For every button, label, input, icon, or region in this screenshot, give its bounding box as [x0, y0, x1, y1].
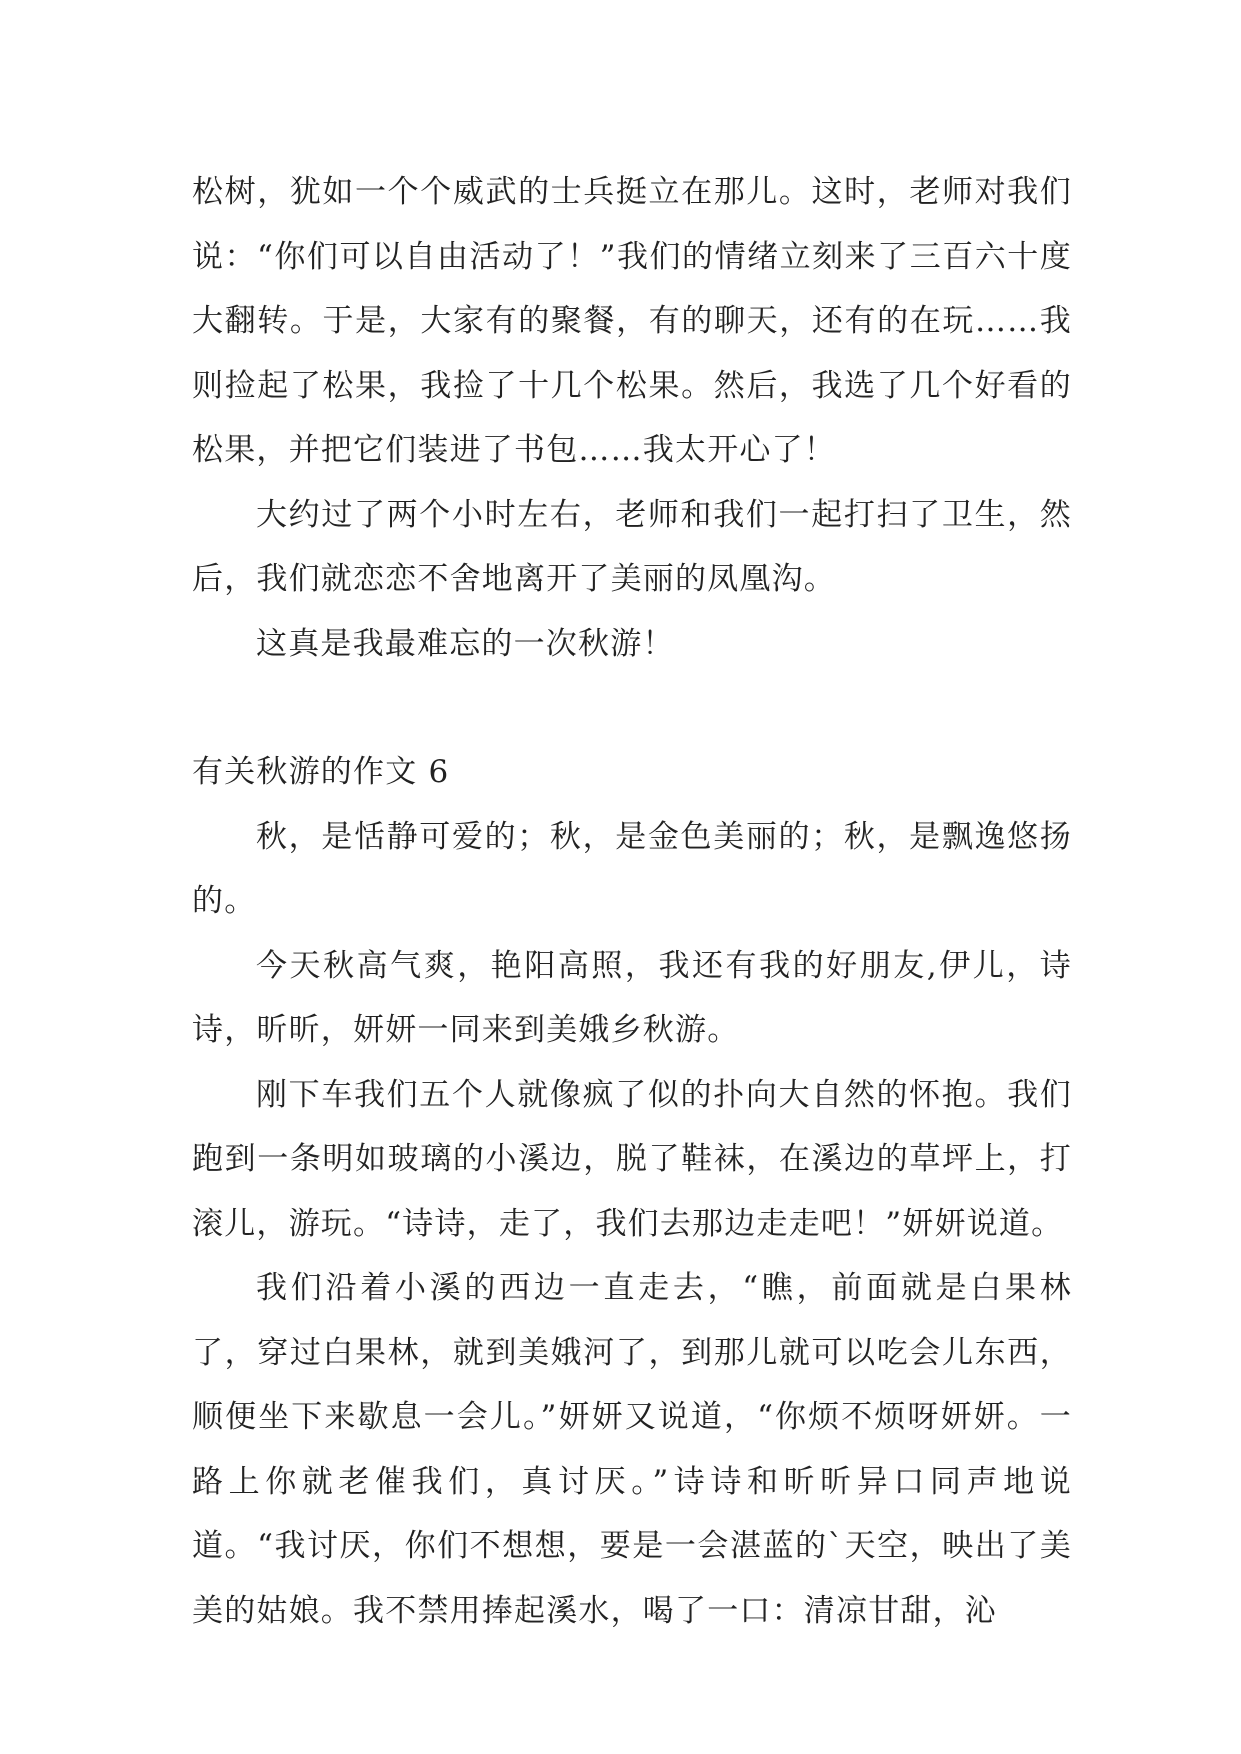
paragraph: 大约过了两个小时左右，老师和我们一起打扫了卫生，然后，我们就恋恋不舍地离开了美丽的凤凰沟。 [192, 496, 1072, 597]
paragraph: 这真是我最难忘的一次秋游！ [256, 625, 675, 662]
paragraph: 今天秋高气爽，艳阳高照，我还有我的好朋友,伊儿，诗诗，昕昕，妍妍一同来到美娥乡秋游。 [192, 947, 1072, 1048]
paragraph: 刚下车我们五个人就像疯了似的扑向大自然的怀抱。我们跑到一条明如玻璃的小溪边，脱了鞋袜，在溪边的草坪上，打滚儿，游玩。“诗诗，走了，我们去那边走走吧！”妍妍说道。 [192, 1076, 1072, 1242]
paragraph: 秋，是恬静可爱的；秋，是金色美丽的；秋，是飘逸悠扬的。 [192, 818, 1072, 919]
paragraph: 我们沿着小溪的西边一直走去，“瞧，前面就是白果林了，穿过白果林，就到美娥河了，到那儿就可以吃会儿东西，顺便坐下来歇息一会儿。”妍妍又说道，“你烦不烦呀妍妍。一路上你就老催我们，真讨厌。”诗诗和昕昕异口同声地说道。“我讨厌，你们不想想，要是一会湛蓝的`天空，映出了美美的姑娘。我不禁用捧起溪水，喝了一口：清凉甘甜，沁 [192, 1270, 1072, 1629]
document-body [192, 160, 1072, 1643]
paragraph-continued: 松树，犹如一个个威武的士兵挺立在那儿。这时，老师对我们说：“你们可以自由活动了！”我们的情绪立刻来了三百六十度大翻转。于是，大家有的聚餐，有的聊天，还有的在玩……我则捡起了松果，我捡了十几个松果。然后，我选了几个好看的松果，并把它们装进了书包……我太开心了！ [192, 174, 1072, 468]
section-title: 有关秋游的作文 6 [192, 754, 450, 790]
